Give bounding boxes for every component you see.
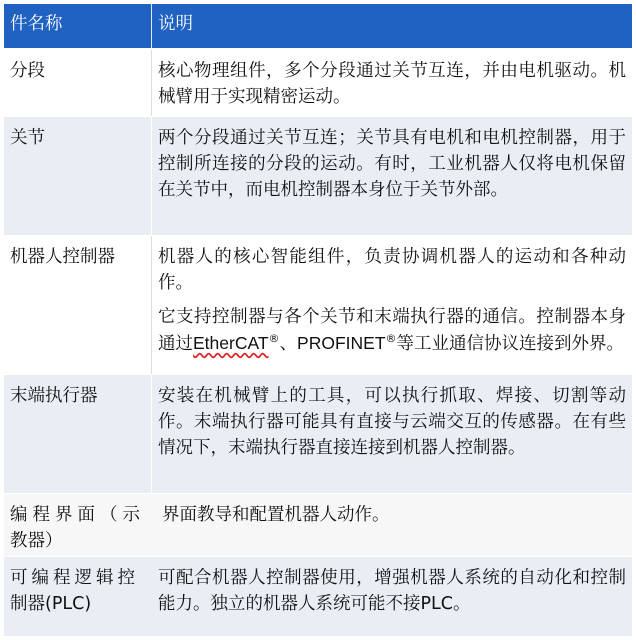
desc-paragraph-1: 机器人的核心智能组件，负责协调机器人的运动和各种动作。: [158, 247, 626, 293]
desc-text: 等工业通信协议连接到外界。: [396, 334, 625, 354]
row-name-cell: [10, 502, 180, 554]
row-name-cell: 末端执行器: [10, 386, 98, 406]
row-desc-cell: 安装在机械臂上的工具，可以执行抓取、焊接、切割等动作。末端执行器可能具有直接与云端交互的传感器。在有些情况下，末端执行器直接连接到机器人控制器。: [158, 386, 626, 458]
row-name-cell: [4, 557, 151, 636]
row-name-cell: 关节: [10, 128, 45, 148]
desc-paragraph-2: [158, 304, 626, 357]
desc-text: 、: [279, 334, 298, 354]
registered-mark: ®: [385, 332, 397, 346]
header-desc-cell: 说明: [158, 14, 193, 34]
table-row: [4, 50, 632, 116]
row-desc-cell: [152, 236, 632, 374]
row-name-line: 教器）: [10, 531, 63, 551]
ethercat-term: EtherCAT: [193, 333, 269, 353]
table-row: [4, 117, 632, 235]
table-header-row: [4, 4, 632, 48]
row-name-line: 编程界面（示: [10, 505, 145, 525]
table-row: [4, 236, 632, 374]
table-row: [4, 557, 632, 636]
row-desc-cell: 两个分段通过关节互连；关节具有电机和电机控制器，用于控制所连接的分段的运动。有时，工业机器人仅将电机保留在关节中，而电机控制器本身位于关节外部。: [158, 128, 626, 200]
table-row: [4, 375, 632, 493]
desc-text: 它支持控制器与各个关节和末端执行器的通信。控制器本身通过: [158, 307, 626, 354]
row-name-cell: 分段: [10, 61, 45, 81]
row-name-line: 可编程逻辑控: [10, 568, 139, 588]
row-desc-cell: 可配合机器人控制器使用，增强机器人系统的自动化和控制能力。独立的机器人系统可能不接PLC。: [158, 568, 626, 614]
row-desc-cell: 核心物理组件，多个分段通过关节互连，并由电机驱动。机械臂用于实现精密运动。: [158, 61, 626, 107]
row-name-cell: 机器人控制器: [10, 247, 115, 267]
registered-mark: ®: [268, 332, 280, 346]
profinet-term: PROFINET: [297, 333, 386, 353]
table-row: [4, 494, 632, 556]
header-name-cell: 件名称: [10, 14, 63, 34]
row-name-line: 制器(PLC): [10, 594, 92, 614]
row-desc-cell: 界面教导和配置机器人动作。: [160, 502, 390, 528]
